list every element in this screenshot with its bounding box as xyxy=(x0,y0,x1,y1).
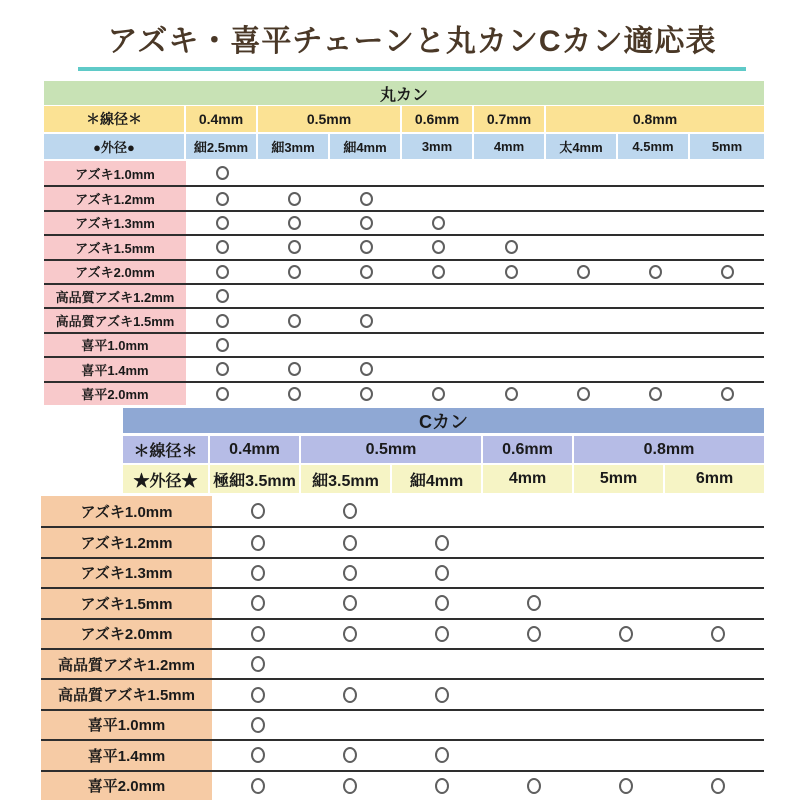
compat-cell xyxy=(331,212,403,234)
compat-cell xyxy=(672,711,764,739)
compat-cell xyxy=(258,161,330,185)
compat-circle-icon xyxy=(288,387,301,401)
compat-circle-icon xyxy=(343,535,357,551)
compat-cell xyxy=(620,161,692,185)
compat-cell xyxy=(672,650,764,678)
compat-circle-icon xyxy=(343,626,357,642)
compat-cell xyxy=(258,383,330,405)
compat-cell xyxy=(186,236,258,258)
compat-cell xyxy=(396,680,488,708)
compat-cell xyxy=(580,528,672,556)
table-row xyxy=(41,587,764,617)
compat-circle-icon xyxy=(360,265,373,279)
compat-cell xyxy=(331,187,403,209)
compat-circle-icon xyxy=(288,314,301,328)
chain-row-label: アズキ1.2mm xyxy=(41,528,212,556)
outer-diameter-label: ●外径● xyxy=(44,134,184,159)
table-row xyxy=(44,234,764,258)
compat-circle-icon xyxy=(505,240,518,254)
compat-cell xyxy=(403,358,475,380)
compat-cell xyxy=(212,528,304,556)
compat-circle-icon xyxy=(343,747,357,763)
compat-cell xyxy=(304,741,396,769)
compat-circle-icon xyxy=(251,747,265,763)
compat-circle-icon xyxy=(505,265,518,279)
compat-cell xyxy=(488,741,580,769)
compat-cell xyxy=(331,309,403,331)
compat-circle-icon xyxy=(577,265,590,279)
page-title: アズキ・喜平チェーンと丸カンCカン適応表 xyxy=(78,16,746,71)
compat-cell xyxy=(580,650,672,678)
table-row xyxy=(41,709,764,739)
compat-cell xyxy=(186,212,258,234)
compat-cell xyxy=(692,161,764,185)
compat-circle-icon xyxy=(343,595,357,611)
compat-cell xyxy=(186,309,258,331)
compat-cell xyxy=(396,650,488,678)
compat-cell xyxy=(212,680,304,708)
compat-circle-icon xyxy=(288,265,301,279)
table-row xyxy=(44,259,764,283)
compat-cell xyxy=(403,383,475,405)
ckan-table xyxy=(123,408,764,493)
compat-circle-icon xyxy=(216,166,229,180)
compat-circle-icon xyxy=(435,747,449,763)
compat-circle-icon xyxy=(360,240,373,254)
compat-cell xyxy=(620,261,692,283)
compat-cell xyxy=(396,589,488,617)
compat-cell xyxy=(672,772,764,800)
compat-circle-icon xyxy=(251,535,265,551)
compat-cell xyxy=(488,589,580,617)
marukan-table-header: 丸カン xyxy=(44,81,764,105)
compat-cell xyxy=(304,559,396,587)
compat-circle-icon xyxy=(288,192,301,206)
marukan-outer-diameter-row xyxy=(44,134,764,159)
compat-circle-icon xyxy=(435,626,449,642)
compat-cell xyxy=(620,334,692,356)
compat-circle-icon xyxy=(288,240,301,254)
compat-circle-icon xyxy=(360,314,373,328)
compat-cell xyxy=(475,236,547,258)
outer-size-cell: 細3mm xyxy=(258,134,328,159)
outer-size-cell: 6mm xyxy=(665,465,764,493)
chain-row-label: 喜平1.4mm xyxy=(44,358,186,380)
table-row xyxy=(41,618,764,648)
wire-diameter-label: ＊線径＊ xyxy=(123,436,208,463)
compat-circle-icon xyxy=(527,595,541,611)
compat-cell xyxy=(396,559,488,587)
compat-cell xyxy=(258,236,330,258)
ckan-outer-diameter-row xyxy=(123,465,764,493)
compat-cell xyxy=(396,772,488,800)
compat-cell xyxy=(212,741,304,769)
compat-cell xyxy=(547,212,619,234)
compat-cell xyxy=(475,383,547,405)
compat-cell xyxy=(547,261,619,283)
compat-cell xyxy=(475,358,547,380)
compat-circle-icon xyxy=(216,362,229,376)
compat-cell xyxy=(304,680,396,708)
compat-cell xyxy=(186,187,258,209)
outer-size-cell: 細3.5mm xyxy=(301,465,390,493)
compat-circle-icon xyxy=(721,387,734,401)
compat-cell xyxy=(258,261,330,283)
compat-cell xyxy=(212,650,304,678)
table-row xyxy=(41,557,764,587)
compat-cell xyxy=(304,711,396,739)
marukan-wire-diameter-row xyxy=(44,106,764,132)
compat-circle-icon xyxy=(288,216,301,230)
compat-cell xyxy=(692,212,764,234)
compat-cell xyxy=(212,711,304,739)
compat-cell xyxy=(304,496,396,526)
compat-cell xyxy=(672,559,764,587)
compat-circle-icon xyxy=(343,503,357,519)
outer-size-cell: 4mm xyxy=(483,465,572,493)
compat-cell xyxy=(692,236,764,258)
table-row xyxy=(41,739,764,769)
compat-cell xyxy=(396,496,488,526)
marukan-table-body xyxy=(44,161,764,405)
compat-cell xyxy=(304,528,396,556)
compat-cell xyxy=(258,187,330,209)
compat-cell xyxy=(212,772,304,800)
compat-cell xyxy=(488,772,580,800)
compat-circle-icon xyxy=(216,240,229,254)
wire-size-cell: 0.4mm xyxy=(186,106,256,132)
table-row xyxy=(41,526,764,556)
compat-cell xyxy=(258,309,330,331)
outer-size-cell: 5mm xyxy=(574,465,663,493)
compat-cell xyxy=(331,334,403,356)
compat-cell xyxy=(403,212,475,234)
table-row xyxy=(44,356,764,380)
compat-cell xyxy=(186,334,258,356)
outer-size-cell: 3mm xyxy=(402,134,472,159)
outer-size-cell: 細4mm xyxy=(330,134,400,159)
outer-size-cell: 4mm xyxy=(474,134,544,159)
compat-cell xyxy=(475,309,547,331)
compat-circle-icon xyxy=(435,687,449,703)
table-row xyxy=(44,381,764,405)
compat-circle-icon xyxy=(251,656,265,672)
table-row xyxy=(44,307,764,331)
table-row xyxy=(41,678,764,708)
compat-circle-icon xyxy=(435,535,449,551)
compat-cell xyxy=(258,285,330,307)
wire-size-cell: 0.6mm xyxy=(483,436,572,463)
outer-size-cell: 極細3.5mm xyxy=(210,465,299,493)
compat-cell xyxy=(547,187,619,209)
compat-cell xyxy=(692,285,764,307)
compat-cell xyxy=(403,309,475,331)
compat-cell xyxy=(580,589,672,617)
compat-circle-icon xyxy=(343,778,357,794)
chain-row-label: アズキ2.0mm xyxy=(44,261,186,283)
compat-circle-icon xyxy=(251,687,265,703)
wire-size-cell: 0.8mm xyxy=(546,106,764,132)
compat-cell xyxy=(331,383,403,405)
chain-row-label: アズキ1.0mm xyxy=(41,496,212,526)
outer-size-cell: 5mm xyxy=(690,134,764,159)
compat-cell xyxy=(620,309,692,331)
compat-circle-icon xyxy=(432,265,445,279)
compat-cell xyxy=(403,161,475,185)
compat-circle-icon xyxy=(216,314,229,328)
compat-cell xyxy=(186,285,258,307)
compat-cell xyxy=(672,589,764,617)
compat-cell xyxy=(304,772,396,800)
compat-cell xyxy=(186,383,258,405)
compat-cell xyxy=(580,620,672,648)
compat-circle-icon xyxy=(619,778,633,794)
compat-cell xyxy=(488,559,580,587)
chain-row-label: アズキ2.0mm xyxy=(41,620,212,648)
compat-circle-icon xyxy=(649,265,662,279)
compat-circle-icon xyxy=(435,565,449,581)
chain-row-label: アズキ1.3mm xyxy=(41,559,212,587)
compat-circle-icon xyxy=(360,362,373,376)
compat-circle-icon xyxy=(527,626,541,642)
compat-circle-icon xyxy=(343,565,357,581)
outer-diameter-label: ★外径★ xyxy=(123,465,208,493)
compat-circle-icon xyxy=(435,595,449,611)
wire-size-cell: 0.8mm xyxy=(574,436,764,463)
compat-cell xyxy=(620,285,692,307)
compat-cell xyxy=(186,358,258,380)
marukan-table xyxy=(44,81,764,405)
compat-circle-icon xyxy=(432,240,445,254)
compat-cell xyxy=(331,161,403,185)
compat-circle-icon xyxy=(619,626,633,642)
wire-size-cell: 0.5mm xyxy=(301,436,481,463)
compat-cell xyxy=(396,711,488,739)
compat-circle-icon xyxy=(251,595,265,611)
compat-circle-icon xyxy=(527,778,541,794)
compat-cell xyxy=(692,358,764,380)
wire-size-cell: 0.4mm xyxy=(210,436,299,463)
table-row xyxy=(44,161,764,185)
compat-cell xyxy=(488,711,580,739)
compat-cell xyxy=(403,187,475,209)
compat-cell xyxy=(403,261,475,283)
compat-circle-icon xyxy=(251,503,265,519)
wire-size-cell: 0.5mm xyxy=(258,106,400,132)
compat-cell xyxy=(580,741,672,769)
compat-cell xyxy=(620,358,692,380)
wire-size-cell: 0.6mm xyxy=(402,106,472,132)
compat-circle-icon xyxy=(216,265,229,279)
compat-cell xyxy=(488,680,580,708)
compat-circle-icon xyxy=(649,387,662,401)
compat-circle-icon xyxy=(360,216,373,230)
compat-cell xyxy=(620,212,692,234)
table-row xyxy=(44,185,764,209)
table-row xyxy=(41,496,764,526)
compat-cell xyxy=(692,309,764,331)
compat-circle-icon xyxy=(711,626,725,642)
table-row xyxy=(44,332,764,356)
compat-cell xyxy=(580,496,672,526)
compat-cell xyxy=(692,187,764,209)
outer-size-cell: 細4mm xyxy=(392,465,481,493)
compat-cell xyxy=(547,358,619,380)
compat-cell xyxy=(304,589,396,617)
compat-cell xyxy=(620,236,692,258)
compat-cell xyxy=(580,772,672,800)
compat-cell xyxy=(396,741,488,769)
compat-cell xyxy=(620,383,692,405)
compat-cell xyxy=(547,309,619,331)
table-row xyxy=(44,283,764,307)
compat-cell xyxy=(403,334,475,356)
compat-cell xyxy=(475,261,547,283)
outer-size-cell: 4.5mm xyxy=(618,134,688,159)
compat-cell xyxy=(212,589,304,617)
compat-circle-icon xyxy=(360,387,373,401)
chain-row-label: アズキ1.0mm xyxy=(44,161,186,185)
chain-row-label: 喜平2.0mm xyxy=(41,772,212,800)
ckan-table-header: Cカン xyxy=(123,408,764,433)
compat-cell xyxy=(488,650,580,678)
compat-cell xyxy=(396,620,488,648)
compat-circle-icon xyxy=(251,565,265,581)
compat-cell xyxy=(547,383,619,405)
compat-circle-icon xyxy=(216,216,229,230)
compat-circle-icon xyxy=(288,362,301,376)
table-row xyxy=(41,648,764,678)
compat-cell xyxy=(186,161,258,185)
outer-size-cell: 細2.5mm xyxy=(186,134,256,159)
compat-cell xyxy=(547,285,619,307)
chain-row-label: 高品質アズキ1.2mm xyxy=(44,285,186,307)
compat-circle-icon xyxy=(721,265,734,279)
compat-circle-icon xyxy=(360,192,373,206)
compat-circle-icon xyxy=(432,216,445,230)
compat-cell xyxy=(475,212,547,234)
chain-row-label: アズキ1.2mm xyxy=(44,187,186,209)
compat-cell xyxy=(258,358,330,380)
compat-cell xyxy=(258,334,330,356)
compat-cell xyxy=(672,496,764,526)
compat-circle-icon xyxy=(711,778,725,794)
chain-row-label: 高品質アズキ1.2mm xyxy=(41,650,212,678)
compat-cell xyxy=(672,528,764,556)
compat-cell xyxy=(547,334,619,356)
compat-cell xyxy=(475,334,547,356)
compat-cell xyxy=(672,620,764,648)
compat-cell xyxy=(403,285,475,307)
compat-cell xyxy=(396,528,488,556)
compat-circle-icon xyxy=(251,626,265,642)
compat-cell xyxy=(547,161,619,185)
compat-cell xyxy=(475,187,547,209)
compat-cell xyxy=(331,261,403,283)
compat-circle-icon xyxy=(505,387,518,401)
compat-cell xyxy=(692,334,764,356)
compat-circle-icon xyxy=(435,778,449,794)
compat-cell xyxy=(475,285,547,307)
compat-cell xyxy=(672,741,764,769)
compat-circle-icon xyxy=(216,289,229,303)
compat-cell xyxy=(488,528,580,556)
compat-cell xyxy=(475,161,547,185)
compat-cell xyxy=(212,620,304,648)
wire-diameter-label: ＊線径＊ xyxy=(44,106,184,132)
compat-cell xyxy=(258,212,330,234)
chain-row-label: アズキ1.3mm xyxy=(44,212,186,234)
compat-circle-icon xyxy=(432,387,445,401)
compat-circle-icon xyxy=(216,387,229,401)
table-row xyxy=(41,770,764,800)
chain-row-label: アズキ1.5mm xyxy=(44,236,186,258)
compat-cell xyxy=(304,650,396,678)
chain-row-label: 喜平2.0mm xyxy=(44,383,186,405)
compat-circle-icon xyxy=(577,387,590,401)
chain-row-label: 喜平1.0mm xyxy=(41,711,212,739)
compat-circle-icon xyxy=(216,338,229,352)
chain-row-label: 高品質アズキ1.5mm xyxy=(41,680,212,708)
compat-cell xyxy=(331,285,403,307)
chain-row-label: アズキ1.5mm xyxy=(41,589,212,617)
compat-cell xyxy=(403,236,475,258)
compat-cell xyxy=(547,236,619,258)
ckan-table-body xyxy=(41,496,764,800)
compat-cell xyxy=(488,620,580,648)
compat-cell xyxy=(692,261,764,283)
compat-circle-icon xyxy=(216,192,229,206)
compat-cell xyxy=(580,559,672,587)
compat-cell xyxy=(304,620,396,648)
compat-circle-icon xyxy=(251,778,265,794)
compat-cell xyxy=(672,680,764,708)
compat-cell xyxy=(620,187,692,209)
compat-cell xyxy=(212,559,304,587)
compat-cell xyxy=(580,680,672,708)
ckan-wire-diameter-row xyxy=(123,436,764,463)
outer-size-cell: 太4mm xyxy=(546,134,616,159)
compat-circle-icon xyxy=(251,717,265,733)
compat-cell xyxy=(488,496,580,526)
compat-cell xyxy=(331,358,403,380)
table-row xyxy=(44,210,764,234)
chain-row-label: 喜平1.0mm xyxy=(44,334,186,356)
compat-cell xyxy=(692,383,764,405)
compat-circle-icon xyxy=(343,687,357,703)
wire-size-cell: 0.7mm xyxy=(474,106,544,132)
compat-cell xyxy=(331,236,403,258)
compat-cell xyxy=(212,496,304,526)
compat-cell xyxy=(580,711,672,739)
chain-row-label: 高品質アズキ1.5mm xyxy=(44,309,186,331)
chain-row-label: 喜平1.4mm xyxy=(41,741,212,769)
compat-cell xyxy=(186,261,258,283)
